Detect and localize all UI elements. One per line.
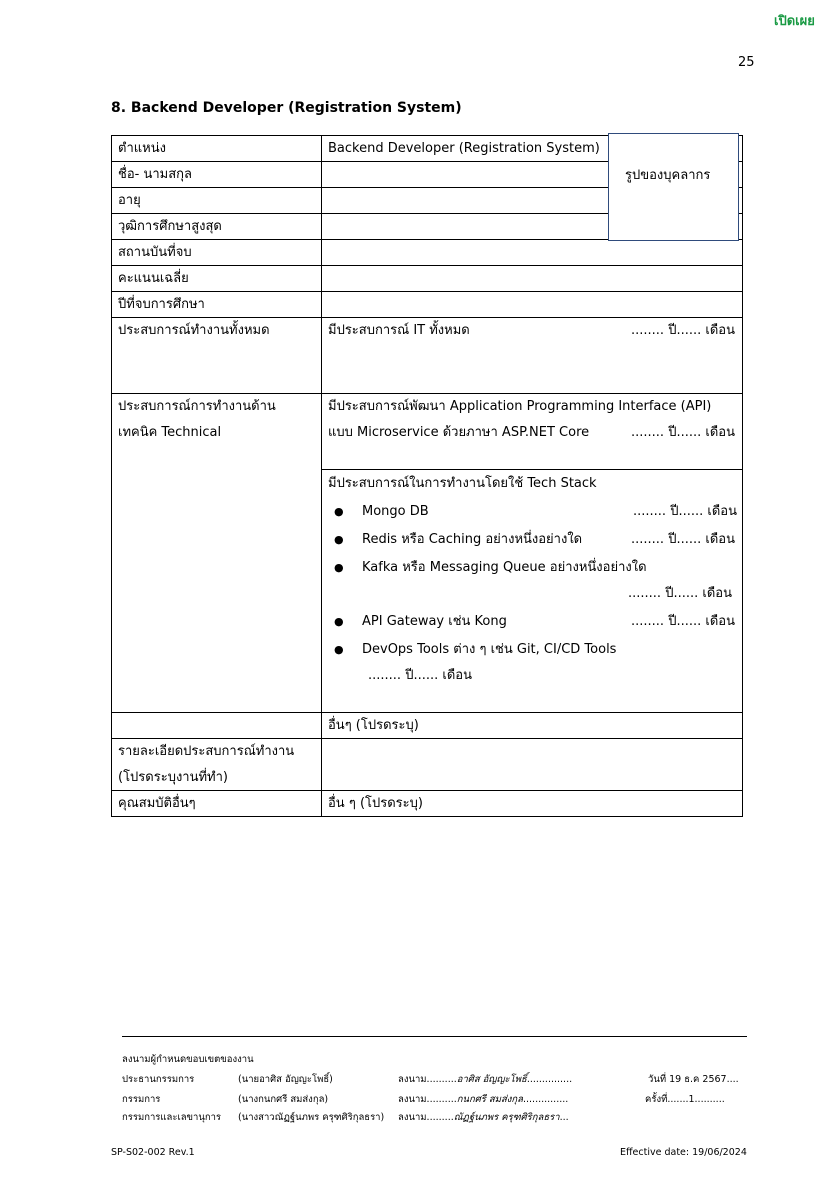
- name-label: ชื่อ- นามสกุล: [118, 167, 192, 182]
- total-experience-label: ประสบการณ์ทำงานทั้งหมด: [118, 323, 270, 338]
- signature-line: ลงนาม..........อาศิส อัญญะโพธิ์...............: [398, 1074, 573, 1085]
- position-value: Backend Developer (Registration System): [328, 141, 600, 156]
- table-row-divider: [111, 291, 743, 292]
- institution-label: สถานบันที่จบ: [118, 245, 192, 260]
- age-label: อายุ: [118, 193, 141, 208]
- other-value: อื่นๆ (โปรดระบุ): [328, 718, 419, 733]
- tech-stack-intro: มีประสบการณ์ในการทำงานโดยใช้ Tech Stack: [328, 476, 597, 491]
- signer-role: กรรมการ: [122, 1094, 161, 1105]
- table-border: [111, 135, 112, 816]
- signature-text: ณัฏฐ์นภพร ครุฑศิริกุลธรา: [453, 1112, 560, 1123]
- table-row-divider: [111, 265, 743, 266]
- table-row-divider: [111, 712, 743, 713]
- document-code: SP-S02-002 Rev.1: [111, 1147, 195, 1158]
- education-label: วุฒิการศึกษาสูงสุด: [118, 219, 222, 234]
- duration-blank: ........ ปี...... เดือน: [633, 504, 737, 519]
- signing-date: วันที่ 19 ธ.ค 2567....: [648, 1074, 739, 1085]
- signature-text: อาศิส อัญญะโพธิ์: [456, 1074, 527, 1085]
- signer-role: ประธานกรรมการ: [122, 1074, 195, 1085]
- experience-detail-label: รายละเอียดประสบการณ์ทำงาน: [118, 744, 295, 759]
- effective-date: Effective date: 19/06/2024: [620, 1147, 747, 1158]
- api-experience-text: มีประสบการณ์พัฒนา Application Programming Interface (API): [328, 399, 712, 414]
- signature-divider: [122, 1036, 747, 1037]
- signer-name: (นางกนกศรี สมส่งกุล): [238, 1094, 329, 1105]
- disclosure-label: เปิดเผย: [774, 14, 815, 29]
- qualifications-label: คุณสมบัติอื่นๆ: [118, 796, 196, 811]
- duration-blank: ........ ปี...... เดือน: [368, 668, 472, 683]
- section-title: 8. Backend Developer (Registration System): [111, 100, 462, 116]
- duration-blank: ........ ปี...... เดือน: [631, 323, 735, 338]
- duration-blank: ........ ปี...... เดือน: [631, 614, 735, 629]
- qualifications-value: อื่น ๆ (โปรดระบุ): [328, 796, 423, 811]
- table-border: [111, 816, 743, 817]
- tech-experience-label: เทคนิค Technical: [118, 425, 222, 440]
- list-item: ● Mongo DB: [362, 499, 429, 525]
- list-item: ● Kafka หรือ Messaging Queue อย่างหนึ่งอย่างใด: [362, 555, 647, 581]
- duration-blank: ........ ปี...... เดือน: [631, 425, 735, 440]
- meeting-round: ครั้งที่.......1..........: [645, 1094, 725, 1105]
- signature-text: กนกศรี สมส่งกุล: [456, 1094, 523, 1105]
- position-label: ตำแหน่ง: [118, 141, 166, 156]
- duration-blank: ........ ปี...... เดือน: [628, 586, 732, 601]
- list-item: ● API Gateway เช่น Kong: [362, 609, 507, 635]
- api-experience-text: แบบ Microservice ด้วยภาษา ASP.NET Core: [328, 425, 590, 440]
- list-item: ● DevOps Tools ต่าง ๆ เช่น Git, CI/CD Tools: [362, 637, 616, 663]
- signer-name: (นางสาวณัฏฐ์นภพร ครุฑศิริกุลธรา): [238, 1112, 385, 1123]
- signer-name: (นายอาศิส อัญญะโพธิ์): [238, 1074, 333, 1085]
- table-border: [742, 135, 743, 816]
- page-number: 25: [738, 55, 755, 70]
- signature-heading: ลงนามผู้กำหนดขอบเขตของงาน: [122, 1054, 254, 1065]
- staff-photo-placeholder: [608, 133, 739, 241]
- signature-line: ลงนาม.........ณัฏฐ์นภพร ครุฑศิริกุลธรา...: [398, 1112, 569, 1123]
- signature-line: ลงนาม..........กนกศรี สมส่งกุล...............: [398, 1094, 569, 1105]
- list-item: ● Redis หรือ Caching อย่างหนึ่งอย่างใด: [362, 527, 582, 553]
- experience-detail-label: (โปรดระบุงานที่ทำ): [118, 770, 228, 785]
- photo-label: รูปของบุคลากร: [625, 168, 711, 183]
- tech-experience-label: ประสบการณ์การทำงานด้าน: [118, 399, 276, 414]
- grad-year-label: ปีที่จบการศึกษา: [118, 297, 205, 312]
- total-experience-value: มีประสบการณ์ IT ทั้งหมด: [328, 323, 470, 338]
- signer-role: กรรมการและเลขานุการ: [122, 1112, 222, 1123]
- gpa-label: คะแนนเฉลี่ย: [118, 271, 189, 286]
- duration-blank: ........ ปี...... เดือน: [631, 532, 735, 547]
- table-row-divider: [321, 469, 743, 470]
- table-column-divider: [321, 135, 322, 816]
